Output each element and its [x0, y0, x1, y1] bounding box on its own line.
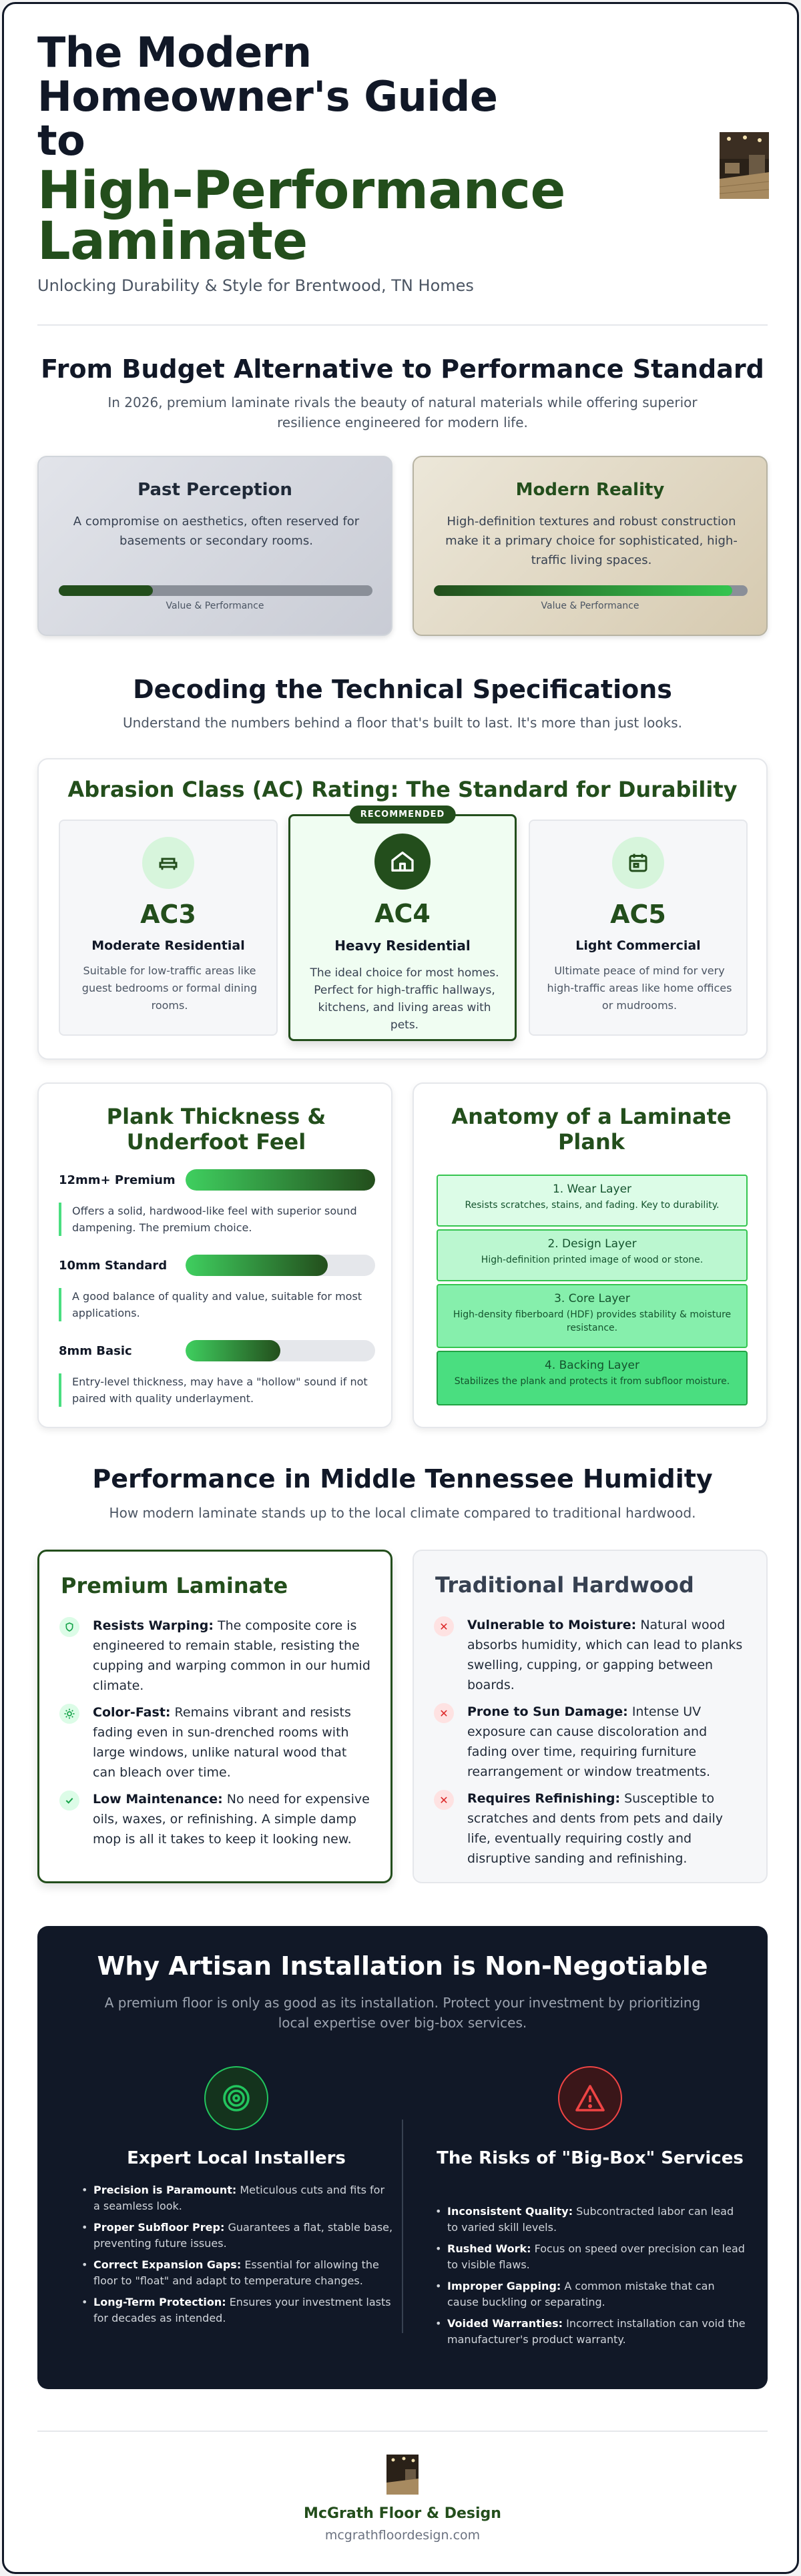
evolution-subtitle: In 2026, premium laminate rivals the beauty of natural materials while offering superior resilience engineered for modern life. [107, 394, 698, 430]
item-body: Ensures your investment lasts for decades as intended. [93, 2296, 391, 2324]
list-item [433, 2316, 748, 2348]
modern-reality-card [413, 456, 768, 636]
value-bar-label: Value & Performance [541, 601, 639, 611]
item-heading: Rushed Work: [447, 2242, 531, 2255]
item-heading: Precision is Paramount: [93, 2184, 237, 2196]
traditional-hardwood-card [413, 1550, 768, 1883]
card-text: A compromise on aesthetics, often reserved for basements or secondary rooms. [73, 515, 360, 548]
thickness-label: 12mm+ Premium [59, 1173, 176, 1187]
card-text: High-definition textures and robust construction make it a primary choice for sophisticated, high-traffic living spaces. [445, 515, 738, 567]
benefit-heading: Color-Fast: [93, 1705, 171, 1720]
layer-name: 3. Core Layer [554, 1292, 630, 1305]
check-icon [59, 1791, 79, 1811]
home-icon [374, 834, 431, 890]
item-body: Incorrect installation can void the manufacturer's product warranty. [447, 2317, 746, 2346]
local-installers-list [79, 2182, 394, 2332]
item-heading: Inconsistent Quality: [447, 2205, 573, 2218]
list-item [79, 2257, 394, 2289]
benefit-heading: Low Maintenance: [93, 1792, 223, 1807]
list-item [433, 2204, 748, 2236]
thickness-bar [186, 1255, 375, 1276]
shield-icon [59, 1617, 79, 1637]
thickness-note: A good balance of quality and value, suitable for most applications. [59, 1288, 375, 1321]
card-title: Modern Reality [515, 480, 665, 500]
ac-rating-card [37, 758, 768, 1060]
drawback-heading: Requires Refinishing: [467, 1791, 621, 1806]
list-item [79, 2182, 394, 2214]
value-bar [434, 585, 748, 596]
header [37, 28, 768, 324]
x-icon: ✕ [434, 1703, 454, 1723]
installation-panel [37, 1926, 768, 2389]
drawback-heading: Prone to Sun Damage: [467, 1704, 628, 1719]
humidity-title: Performance in Middle Tennessee Humidity [92, 1464, 713, 1494]
specs-subtitle: Understand the numbers behind a floor that's built to last. It's more than just looks. [122, 715, 683, 731]
list-item [79, 2294, 394, 2326]
thickness-bar-fill [186, 1255, 328, 1276]
specs-title: Decoding the Technical Specifications [133, 675, 672, 704]
plank-layer-design [437, 1229, 748, 1281]
benefit-body: Remains vibrant and resists fading even in sun-drenched rooms with large windows, unlike natural wood that can bleach over time. [93, 1705, 351, 1780]
section-divider [37, 324, 768, 326]
recommended-badge: RECOMMENDED [350, 806, 456, 824]
drawback-body: Intense UV exposure can cause discoloration and fading over time, requiring furniture rearrangement or window treatments. [467, 1704, 711, 1779]
value-bar [59, 585, 372, 596]
value-bar-fill [59, 585, 153, 596]
list-item [433, 2278, 748, 2310]
value-bar-fill [434, 585, 732, 596]
item-heading: Voided Warranties: [447, 2317, 563, 2330]
thickness-bar-fill [186, 1169, 375, 1191]
benefit-text [93, 1789, 373, 1849]
ac-description: The ideal choice for most homes. Perfect for high-traffic hallways, kitchens, and living areas with pets. [310, 966, 499, 1032]
company-url[interactable]: mcgrathfloordesign.com [324, 2528, 481, 2543]
layer-desc: Stabilizes the plank and protects it from subfloor moisture. [454, 1376, 730, 1387]
ac-code: AC4 [374, 899, 431, 928]
thickness-note: Entry-level thickness, may have a "hollow" sound if not paired with quality underlayment. [59, 1373, 375, 1407]
page-subtitle: Unlocking Durability & Style for Brentwood, TN Homes [37, 276, 474, 295]
thickness-note: Offers a solid, hardwood-like feel with superior sound dampening. The premium choice. [59, 1203, 375, 1236]
thickness-card [37, 1082, 392, 1428]
drawback-heading: Vulnerable to Moisture: [467, 1618, 637, 1632]
benefit-body: The composite core is engineered to remain stable, resisting the cupping and warping common in our humid climate. [93, 1618, 370, 1693]
item-body: Essential for allowing the floor to "float" and adapt to temperature changes. [93, 2258, 379, 2287]
thickness-bar [186, 1169, 375, 1191]
room-photo-thumbnail [720, 132, 769, 199]
layer-desc: High-density fiberboard (HDF) provides stability & moisture resistance. [453, 1309, 732, 1333]
x-icon: ✕ [434, 1790, 454, 1810]
item-heading: Proper Subfloor Prep: [93, 2221, 225, 2234]
company-name: McGrath Floor & Design [304, 2505, 501, 2522]
title-line: to [37, 116, 85, 165]
column-title: The Risks of "Big-Box" Services [437, 2148, 744, 2168]
item-body: Focus on speed over precision can lead to visible flaws. [447, 2242, 745, 2271]
column-title: Expert Local Installers [127, 2148, 346, 2168]
thickness-title: Plank Thickness & Underfoot Feel [106, 1104, 326, 1155]
card-title: Premium Laminate [61, 1573, 288, 1598]
warning-icon [558, 2066, 622, 2130]
anatomy-card [413, 1082, 768, 1428]
infographic-page [2, 2, 799, 2574]
ac3-tile [59, 820, 278, 1036]
drawback-body: Susceptible to scratches and dents from pets and daily life, eventually requiring costly and disruptive sanding and refinishing. [467, 1791, 724, 1866]
benefit-text [93, 1616, 373, 1696]
value-bar-label: Value & Performance [166, 601, 264, 611]
item-heading: Improper Gapping: [447, 2280, 561, 2292]
drawback-text [467, 1702, 748, 1782]
ac-description: Suitable for low-traffic areas like guest bedrooms or formal dining rooms. [81, 964, 258, 1012]
thickness-bar [186, 1340, 375, 1361]
list-item [79, 2220, 394, 2252]
past-perception-card [37, 456, 392, 636]
installation-subtitle: A premium floor is only as good as its installation. Protect your investment by prioritizing local expertise over big-box services. [104, 1995, 701, 2031]
layer-desc: High-definition printed image of wood or stone. [481, 1255, 704, 1265]
premium-laminate-card [37, 1550, 392, 1883]
thickness-label: 8mm Basic [59, 1344, 132, 1358]
list-item [433, 2241, 748, 2273]
ac5-tile [529, 820, 748, 1036]
furniture-icon [142, 837, 194, 889]
ac-level: Heavy Residential [334, 938, 471, 954]
sun-icon [59, 1704, 79, 1724]
title-highlight-line: High-Performance [37, 161, 565, 221]
ac4-tile [288, 810, 517, 1041]
title-line: The Modern [37, 28, 312, 77]
drawback-body: Natural wood absorbs humidity, which can lead to planks swelling, cupping, or gapping between boards. [467, 1618, 743, 1692]
item-heading: Long-Term Protection: [93, 2296, 226, 2308]
benefit-text [93, 1702, 373, 1783]
drawback-text [467, 1789, 748, 1869]
layer-desc: Resists scratches, stains, and fading. Key to durability. [465, 1200, 720, 1211]
target-icon [204, 2066, 268, 2130]
ac-code: AC3 [140, 900, 196, 929]
item-heading: Correct Expansion Gaps: [93, 2258, 242, 2271]
company-logo-photo [386, 2455, 419, 2495]
layer-name: 2. Design Layer [547, 1237, 637, 1251]
humidity-subtitle: How modern laminate stands up to the local climate compared to traditional hardwood. [109, 1505, 696, 1521]
anatomy-title: Anatomy of a Laminate Plank [451, 1104, 732, 1155]
ac-rating-title: Abrasion Class (AC) Rating: The Standard for Durability [67, 777, 738, 802]
layer-name: 1. Wear Layer [552, 1183, 632, 1196]
ac-description: Ultimate peace of mind for very high-traffic areas like home offices or mudrooms. [547, 964, 732, 1012]
item-body: Guarantees a flat, stable base, preventing future issues. [93, 2221, 393, 2250]
benefit-body: No need for expensive oils, waxes, or refinishing. A simple damp mop is all it takes to keep it looking new. [93, 1792, 370, 1847]
ac-level: Moderate Residential [91, 938, 245, 953]
benefit-heading: Resists Warping: [93, 1618, 214, 1633]
item-body: A common mistake that can cause buckling or separating. [447, 2280, 715, 2308]
evolution-title: From Budget Alternative to Performance Standard [41, 354, 764, 384]
thickness-bar-fill [186, 1340, 280, 1361]
plank-layer-wear [437, 1175, 748, 1227]
card-title: Traditional Hardwood [435, 1572, 694, 1598]
item-body: Meticulous cuts and fits for a seamless look. [93, 2184, 385, 2212]
footer-divider [37, 2431, 768, 2432]
title-line: Homeowner's Guide [37, 72, 498, 121]
calendar-icon [612, 837, 664, 889]
item-body: Subcontracted labor can lead to varied skill levels. [447, 2205, 734, 2234]
title-highlight [37, 161, 611, 272]
card-title: Past Perception [138, 480, 292, 500]
layer-name: 4. Backing Layer [545, 1359, 639, 1372]
installation-title: Why Artisan Installation is Non-Negotiable [97, 1951, 708, 1981]
plank-layer-backing [437, 1351, 748, 1405]
x-icon: ✕ [434, 1616, 454, 1636]
column-divider [402, 2120, 403, 2333]
plank-layer-core [437, 1284, 748, 1348]
ac-level: Light Commercial [575, 938, 701, 953]
drawback-text [467, 1615, 748, 1695]
thickness-label: 10mm Standard [59, 1259, 168, 1273]
ac-code: AC5 [610, 900, 666, 929]
title-highlight-line: Laminate [37, 212, 308, 272]
big-box-risks-list [433, 2204, 748, 2353]
page-title [37, 28, 611, 272]
